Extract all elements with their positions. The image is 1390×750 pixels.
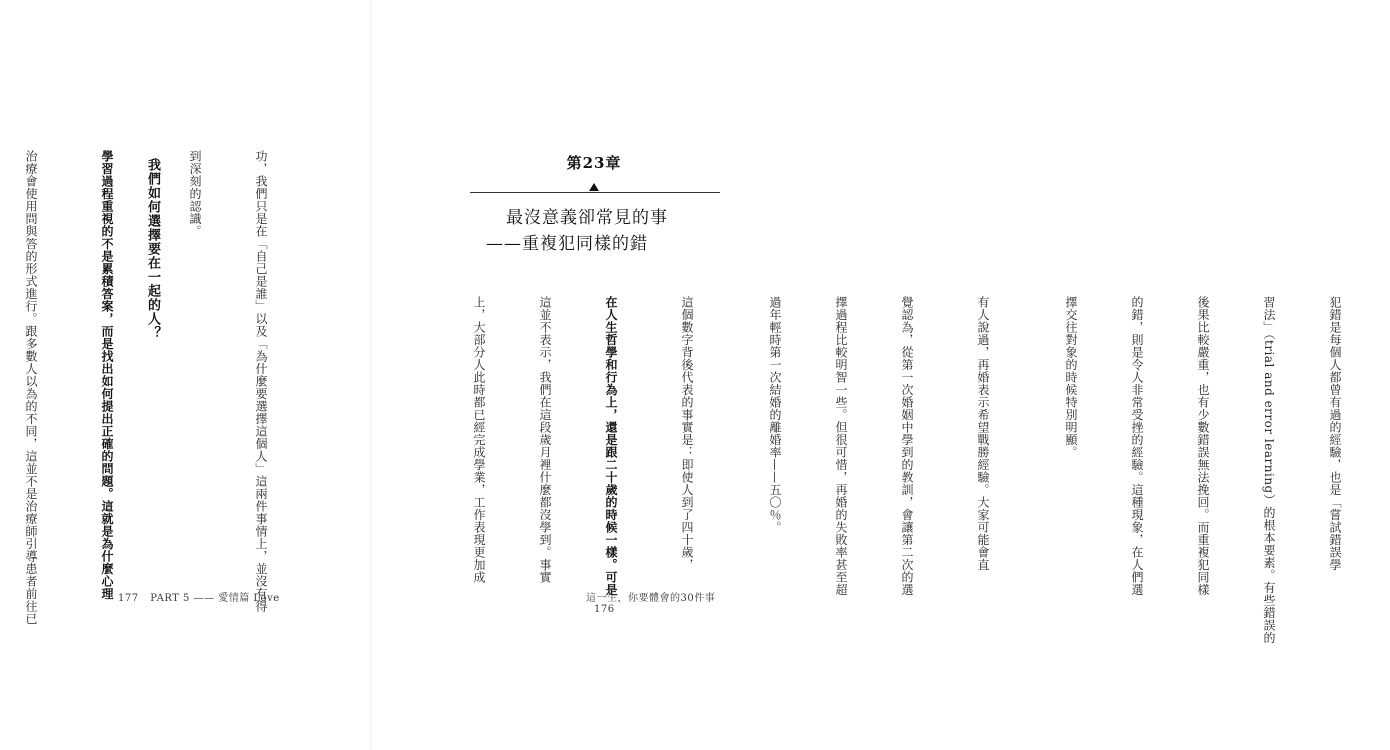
chapter-title — [482, 205, 712, 257]
text-line: 功，我們只是在「自己是誰」以及「為什麼要選擇這個人」這兩件事情上，並沒有得 — [254, 150, 268, 613]
text-line: 學習過程重視的不是累積答案，而是找出如何提出正確的問題。這就是為什麼心理 — [100, 150, 114, 600]
section-heading: 我們如何選擇要在一起的人？ — [145, 158, 160, 340]
triangle-ornament-icon — [589, 183, 599, 191]
text-line: 這並不表示，我們在這段歲月裡什麼都沒學到。事實 — [538, 296, 552, 584]
text-line: 上，大部分人此時都已經完成學業，工作表現更加成 — [472, 296, 486, 584]
right-footer — [586, 589, 750, 615]
text-line: 後果比較嚴重，也有少數錯誤無法挽回。而重複犯同樣 — [1196, 296, 1210, 596]
page-number: 177 — [118, 593, 139, 604]
running-head: PART 5 —— 愛情篇 Love — [150, 593, 280, 604]
text-line: 擇交往對象的時候特別明顯。 — [1064, 296, 1078, 459]
chapter-label: 第23章 — [566, 154, 622, 172]
page-number: 176 — [594, 604, 615, 615]
text-line: 擇過程比較明智一些。但很可惜，再婚的失敗率甚至超 — [834, 296, 848, 596]
text-line: 有人說過，再婚表示希望戰勝經驗。大家可能會直 — [976, 296, 990, 571]
chapter-divider — [470, 192, 720, 193]
text-line: 過年輕時第一次結婚的離婚率——五〇％。 — [768, 296, 782, 534]
text-line: 的錯，則是令人非常受挫的經驗。這種現象，在人們選 — [1130, 296, 1144, 596]
left-page — [0, 0, 372, 750]
text-line: 這個數字背後代表的事實是：即使人到了四十歲， — [680, 296, 694, 571]
text-line: 在人生哲學和行為上，還是跟二十歲的時候一樣。可是 — [604, 296, 618, 596]
chapter-title-line2: ——重複犯同樣的錯 — [486, 234, 648, 254]
chapter-title-line1: 最沒意義卻常見的事 — [506, 208, 668, 228]
text-line: 犯錯是每個人都曾有過的經驗，也是「嘗試錯誤學 — [1328, 296, 1342, 571]
text-line: 治療會使用問與答的形式進行。跟多數人以為的不同，這並不是治療師引導患者前往已 — [24, 150, 38, 625]
text-line: 到深刻的認識。 — [188, 150, 202, 238]
text-line: 習法」（trial and error learning）的根本要素。有些錯誤的 — [1262, 296, 1276, 644]
running-head: 這一生，你要體會的30件事 — [586, 593, 716, 604]
text-line: 覺認為，從第一次婚姻中學到的教訓，會讓第二次的選 — [900, 296, 914, 596]
left-footer — [110, 589, 280, 604]
right-page — [372, 0, 1342, 750]
